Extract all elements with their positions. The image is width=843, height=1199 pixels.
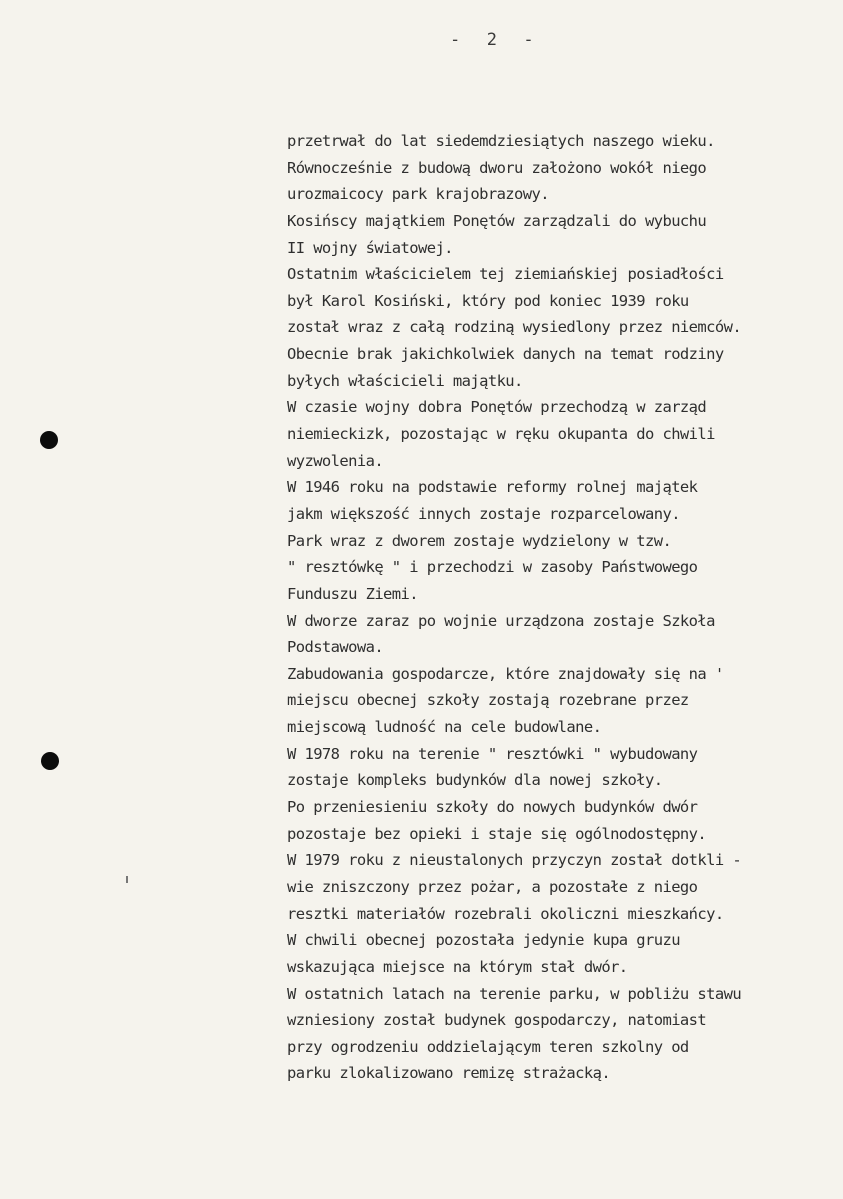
- text-line: miejscu obecnej szkoły zostają rozebrane przez: [287, 691, 689, 710]
- text-line: przetrwał do lat siedemdziesiątych naszego wieku.: [287, 132, 715, 150]
- text-line: W 1946 roku na podstawie reformy rolnej majątek: [287, 478, 698, 497]
- text-line: Funduszu Ziemi.: [287, 584, 418, 603]
- text-line: W chwili obecnej pozostała jedynie kupa gruzu: [287, 931, 680, 950]
- text-line: resztki materiałów rozebrali okoliczni mieszkańcy.: [287, 904, 724, 923]
- text-line: parku zlokalizowano remizę strażacką.: [287, 1064, 611, 1083]
- text-line: został wraz z całą rodziną wysiedlony przez niemców.: [287, 318, 742, 337]
- text-line: Park wraz z dworem zostaje wydzielony w tzw.: [287, 531, 672, 550]
- punch-hole-bottom: [41, 752, 59, 770]
- text-line: W ostatnich latach na terenie parku, w pobliżu stawu: [287, 984, 742, 1003]
- text-line: W czasie wojny dobra Ponętów przechodzą w zarząd: [287, 398, 707, 417]
- punch-hole-top: [40, 431, 58, 449]
- text-line: Ostatnim właścicielem tej ziemiańskiej posiadłości: [287, 265, 724, 284]
- text-line: niemieckizk, pozostając w ręku okupanta do chwili: [287, 425, 715, 444]
- text-line: był Karol Kosiński, który pod koniec 1939 roku: [287, 291, 689, 310]
- text-line: II wojny światowej.: [287, 238, 453, 257]
- text-line: Równocześnie z budową dworu założono wokół niego: [287, 158, 707, 177]
- text-line: byłych właścicieli majątku.: [287, 371, 523, 390]
- text-line: pozostaje bez opieki i staje się ogólnodostępny.: [287, 824, 707, 843]
- text-line: Zabudowania gospodarcze, które znajdowały się na ': [287, 664, 724, 683]
- text-line: wskazująca miejsce na którym stał dwór.: [287, 957, 628, 976]
- text-line: " resztówkę " i przechodzi w zasoby Państwowego: [287, 558, 698, 577]
- text-line: jakm większość innych zostaje rozparcelowany.: [287, 504, 680, 523]
- text-line: Podstawowa.: [287, 638, 384, 657]
- page-number: - 2 -: [450, 30, 536, 50]
- text-line: wzniesiony został budynek gospodarczy, natomiast: [287, 1011, 707, 1030]
- text-line: miejscową ludność na cele budowlane.: [287, 718, 602, 737]
- text-line: Obecnie brak jakichkolwiek danych na temat rodziny: [287, 345, 724, 364]
- text-line: Kosińscy majątkiem Ponętów zarządzali do wybuchu: [287, 211, 707, 230]
- text-line: W dworze zaraz po wojnie urządzona zostaje Szkoła: [287, 611, 715, 630]
- text-line: W 1979 roku z nieustalonych przyczyn został dotkli -: [287, 851, 742, 870]
- text-line: zostaje kompleks budynków dla nowej szkoły.: [287, 771, 663, 790]
- stray-ink-mark: [126, 876, 128, 883]
- text-line: wyzwolenia.: [287, 451, 384, 470]
- text-line: urozmaicocy park krajobrazowy.: [287, 185, 549, 204]
- text-line: przy ogrodzeniu oddzielającym teren szkolny od: [287, 1037, 689, 1056]
- text-line: W 1978 roku na terenie " resztówki " wybudowany: [287, 744, 698, 763]
- text-line: Po przeniesieniu szkoły do nowych budynków dwór: [287, 798, 698, 817]
- typed-text-block: [287, 128, 827, 1087]
- text-line: wie zniszczony przez pożar, a pozostałe z niego: [287, 877, 698, 896]
